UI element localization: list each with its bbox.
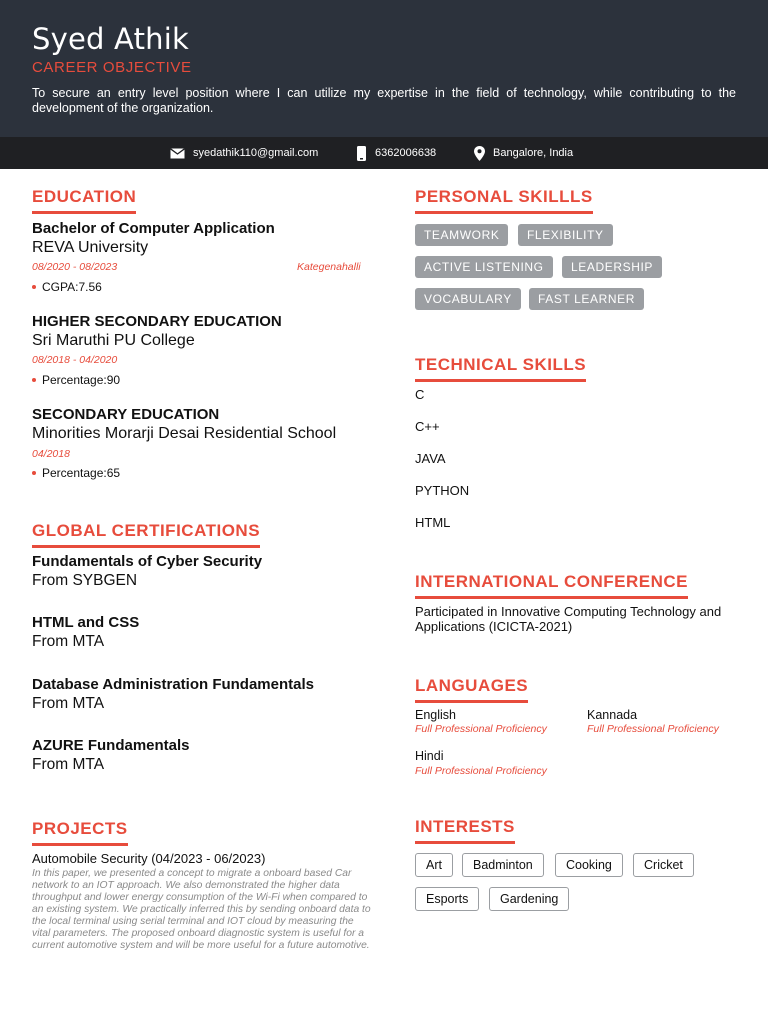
languages-title: LANGUAGES [415, 676, 528, 703]
technical-skill-item: JAVA [415, 451, 446, 466]
interest-tag: Badminton [462, 853, 544, 877]
career-objective-text: To secure an entry level position where I can utilize my expertise in the field of technology, while contributing to the development of the organization. [32, 86, 736, 115]
contact-bar [0, 137, 768, 169]
location-pin-icon [474, 146, 485, 161]
skill-tag: VOCABULARY [415, 288, 521, 310]
certification-name: Database Administration Fundamentals [32, 676, 314, 693]
career-objective-title: CAREER OBJECTIVE [32, 59, 192, 76]
location-text: Bangalore, India [493, 147, 574, 159]
phone-text: 6362006638 [375, 147, 437, 159]
skill-tag: FLEXIBILITY [518, 224, 613, 246]
conference-text: Participated in Innovative Computing Technology and Applications (ICICTA-2021) [415, 604, 722, 634]
interest-tag: Cricket [633, 853, 694, 877]
project-name: Automobile Security (04/2023 - 06/2023) [32, 851, 266, 866]
technical-skill-item: PYTHON [415, 483, 470, 498]
email-text: syedathik110@gmail.com [193, 147, 319, 159]
education-title: EDUCATION [32, 187, 136, 214]
education-detail [32, 466, 120, 480]
education-detail [32, 373, 120, 387]
education-degree: HIGHER SECONDARY EDUCATION [32, 313, 282, 330]
skill-tag: ACTIVE LISTENING [415, 256, 553, 278]
phone-icon [356, 146, 367, 161]
education-institution: Minorities Morarji Desai Residential School [32, 425, 337, 442]
conference-title: INTERNATIONAL CONFERENCE [415, 572, 688, 599]
language-name: Hindi [415, 749, 444, 763]
language-name: English [415, 708, 456, 722]
personal-skills-title: PERSONAL SKILLLS [415, 187, 593, 214]
technical-skill-item: C++ [415, 419, 440, 434]
certification-name: HTML and CSS [32, 614, 140, 631]
contact-phone[interactable] [356, 137, 436, 169]
interest-tag: Gardening [489, 887, 569, 911]
certification-source: From MTA [32, 695, 105, 712]
education-detail-text: CGPA:7.56 [42, 280, 102, 294]
contact-email[interactable] [170, 137, 318, 169]
education-detail-text: Percentage:90 [42, 373, 121, 387]
education-detail [32, 280, 102, 294]
education-dates: 08/2020 - 08/2023 [32, 261, 118, 273]
bullet-dot [32, 471, 36, 475]
technical-skill-item: HTML [415, 515, 451, 530]
language-level: Full Professional Proficiency [415, 723, 547, 735]
education-institution: Sri Maruthi PU College [32, 332, 195, 349]
language-name: Kannada [587, 708, 638, 722]
header [0, 0, 768, 137]
certification-source: From MTA [32, 633, 105, 650]
certification-source: From MTA [32, 756, 105, 773]
candidate-name: Syed Athik [32, 22, 189, 56]
education-location: Kategenahalli [297, 261, 361, 273]
certifications-title: GLOBAL CERTIFICATIONS [32, 521, 260, 548]
certification-source: From SYBGEN [32, 572, 138, 589]
technical-skills-title: TECHNICAL SKILLS [415, 355, 586, 382]
interest-tag: Cooking [555, 853, 623, 877]
technical-skill-item: C [415, 387, 425, 402]
envelope-icon [170, 148, 185, 159]
contact-location [474, 137, 573, 169]
interest-tag: Art [415, 853, 453, 877]
bullet-dot [32, 378, 36, 382]
education-degree: Bachelor of Computer Application [32, 220, 275, 237]
certification-name: Fundamentals of Cyber Security [32, 553, 263, 570]
projects-title: PROJECTS [32, 819, 128, 846]
bullet-dot [32, 285, 36, 289]
skill-tag: FAST LEARNER [529, 288, 644, 310]
education-detail-text: Percentage:65 [42, 466, 121, 480]
skill-tag: LEADERSHIP [562, 256, 662, 278]
education-dates: 08/2018 - 04/2020 [32, 354, 118, 366]
project-description: In this paper, we presented a concept to migrate a onboard based Car network to an IOT approach. We also demonstrated the higher data throughput and lower energy consumption of the Wi-Fi when compared to an existing system. We practically inferred this by sending onboard data to the local terminal using serial terminal and IOT cloud by measuring the vital parameters. The proposed onboard diagnostic system is useful for a current automotive system and will be more useful for a future automotive. [32, 868, 371, 951]
interests-title: INTERESTS [415, 817, 515, 844]
certification-name: AZURE Fundamentals [32, 737, 190, 754]
language-level: Full Professional Proficiency [587, 723, 719, 735]
education-dates: 04/2018 [32, 448, 70, 460]
interest-tag: Esports [415, 887, 479, 911]
skill-tag: TEAMWORK [415, 224, 508, 246]
education-institution: REVA University [32, 239, 149, 256]
education-degree: SECONDARY EDUCATION [32, 406, 220, 423]
language-level: Full Professional Proficiency [415, 765, 547, 777]
